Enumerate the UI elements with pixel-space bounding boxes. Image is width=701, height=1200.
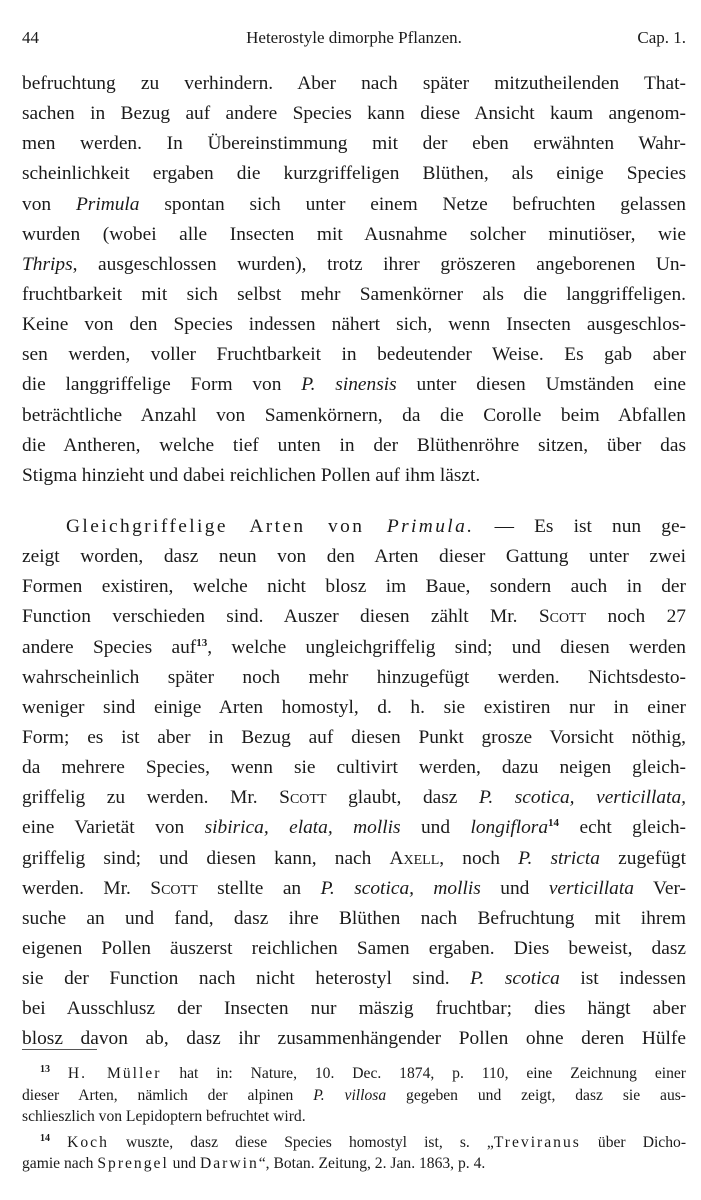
text-line: Formen existiren, welche nicht blosz im Baue, sondern auch in der bbox=[22, 576, 686, 598]
footnote-divider bbox=[22, 1049, 97, 1050]
page-number: 44 bbox=[22, 28, 39, 47]
text-line: fruchtbarkeit mit sich selbst mehr Samenkörner als die langgriffeligen. bbox=[22, 283, 686, 305]
taxon-name: P. scotica bbox=[470, 968, 560, 990]
text-line: griffelig zu werden. Mr. Scott glaubt, dasz P. scotica, verticillata, bbox=[22, 787, 687, 809]
page-header bbox=[22, 28, 686, 52]
footnotes bbox=[22, 1063, 686, 1175]
text-line: sachen in Bezug auf andere Species kann diese Ansicht kaum angenom- bbox=[22, 103, 686, 125]
text-line: eigenen Pollen äuszerst reichlichen Samen ergaben. Dies beweist, dasz bbox=[22, 937, 686, 959]
text-line: befruchtung zu verhindern. Aber nach später mitzutheilenden That- bbox=[22, 73, 686, 94]
footnote-14: $^{14}$ Koch wuszte, dasz diese Species homostyl ist, s. „Treviranus über Dicho- bbox=[40, 1132, 687, 1151]
footnote-ref: 14 bbox=[548, 817, 560, 830]
author-name: Treviranus bbox=[493, 1133, 581, 1151]
text-line: die langgriffelige Form von P. sinensis unter diesen Umständen eine bbox=[22, 374, 687, 396]
author-name: H. Müller bbox=[67, 1065, 162, 1082]
taxon-name: P. stricta bbox=[518, 847, 600, 869]
author-name: Scott bbox=[150, 877, 198, 899]
taxon-name: Primula bbox=[75, 193, 140, 215]
author-name: Koch bbox=[67, 1133, 109, 1151]
text-line: andere Species auf$^{13}$, welche ungleichgriffelig sind; und diesen werden bbox=[22, 636, 686, 658]
text-line: wurden (wobei alle Insecten mit Ausnahme solcher minutiöser, wie bbox=[22, 223, 686, 245]
footnote-line: gamie nach Sprengel und Darwin“, Botan. Zeitung, 2. Jan. 1863, p. 4. bbox=[22, 1155, 486, 1172]
chapter-label: Cap. 1. bbox=[637, 28, 686, 47]
text-line: Form; es ist aber in Bezug auf diesen Punkt grosze Vorsicht nöthig, bbox=[22, 726, 686, 748]
footnote-13: $^{13}$ H. Müller hat in: Nature, 10. Dec. 1874, p. 110, eine Zeichnung einer bbox=[40, 1064, 687, 1082]
author-name: Axell bbox=[389, 847, 440, 869]
taxon-name: P. villosa bbox=[313, 1086, 387, 1104]
text-line: bei Ausschlusz der Insecten nur mäszig fruchtbar; dies hängt aber bbox=[22, 998, 686, 1020]
taxon-name: verticillata bbox=[548, 877, 634, 899]
author-name: Scott bbox=[279, 787, 327, 809]
text-line: sie der Function nach nicht heterostyl sind. P. scotica ist indessen bbox=[22, 968, 686, 990]
taxon-name: P. sinensis bbox=[301, 374, 397, 396]
text-line: die Antheren, welche tief unten in der Blüthenröhre sitzen, über das bbox=[22, 434, 686, 456]
text-line: sen werden, voller Fruchtbarkeit in bedeutender Weise. Es gab aber bbox=[22, 344, 686, 366]
text-line: men werden. In Übereinstimmung mit der eben erwähnten Wahr- bbox=[22, 133, 686, 155]
text-line: suche an und fand, dasz ihre Blüthen nach Befruchtung mit ihrem bbox=[22, 907, 686, 929]
paragraph-1 bbox=[22, 69, 686, 491]
text-line: Function verschieden sind. Auszer diesen zählt Mr. Scott noch 27 bbox=[22, 606, 686, 628]
footnote-number: 13 bbox=[40, 1064, 50, 1075]
text-line: Thrips, ausgeschlossen wurden), trotz ihrer gröszeren angeborenen Un- bbox=[22, 253, 686, 275]
footnote-ref: 13 bbox=[196, 636, 208, 649]
taxon-name: Thrips bbox=[22, 253, 73, 275]
author-name: Sprengel bbox=[97, 1155, 169, 1172]
text-line: werden. Mr. Scott stellte an P. scotica, mollis und verticillata Ver- bbox=[22, 877, 687, 899]
text-line: von Primula spontan sich unter einem Netze befruchten gelassen bbox=[22, 193, 686, 215]
text-line: weniger sind einige Arten homostyl, d. h. sie existiren nur in einer bbox=[22, 696, 686, 718]
text-line: zeigt worden, dasz neun von den Arten dieser Gattung unter zwei bbox=[22, 546, 686, 568]
taxon-name: sibirica, elata, mollis bbox=[204, 817, 401, 839]
text-line: scheinlichkeit ergaben die kurzgriffeligen Blüthen, als einige Species bbox=[22, 163, 686, 185]
taxon-name: longiflora bbox=[470, 817, 549, 839]
text-line: da mehrere Species, wenn sie cultivirt werden, dazu neigen gleich- bbox=[22, 757, 686, 779]
text-line: Gleichgriffelige Arten von Primula. — Es ist nun ge- bbox=[66, 516, 687, 537]
text-line: griffelig sind; und diesen kann, nach Axell, noch P. stricta zugefügt bbox=[22, 847, 686, 869]
text-line: Keine von den Species indessen nähert sich, wenn Insecten ausgeschlos- bbox=[22, 314, 686, 336]
paragraph-2 bbox=[22, 512, 686, 1055]
taxon-name: P. scotica, mollis bbox=[320, 877, 481, 899]
text-line: blosz davon ab, dasz ihr zusammenhängender Pollen ohne deren Hülfe bbox=[22, 1028, 686, 1050]
footnote-line: dieser Arten, nämlich der alpinen P. villosa gegeben und zeigt, dasz sie aus- bbox=[22, 1086, 686, 1104]
taxon-name: P. scotica, verticillata, bbox=[478, 787, 687, 809]
text-line: beträchtliche Anzahl von Samenkörnern, da die Corolle beim Abfallen bbox=[22, 404, 686, 426]
text-line: eine Varietät von sibirica, elata, mollis und longiflora$^{14}$ echt gleich- bbox=[22, 817, 687, 839]
section-heading-genus: Primula. bbox=[386, 516, 475, 537]
author-name: Scott bbox=[538, 606, 587, 628]
footnote-number: 14 bbox=[40, 1132, 50, 1144]
running-title: Heterostyle dimorphe Pflanzen. bbox=[246, 28, 462, 47]
text-line: wahrscheinlich später noch mehr hinzugefügt werden. Nichtsdesto- bbox=[22, 666, 686, 688]
author-name: Darwin bbox=[199, 1155, 259, 1172]
footnote-line: schlieszlich von Lepidoptern befruchtet wird. bbox=[22, 1108, 306, 1125]
text-line: Stigma hinzieht und dabei reichlichen Pollen auf ihm läszt. bbox=[22, 464, 481, 486]
section-heading: Gleichgriffelige Arten von bbox=[66, 516, 387, 537]
